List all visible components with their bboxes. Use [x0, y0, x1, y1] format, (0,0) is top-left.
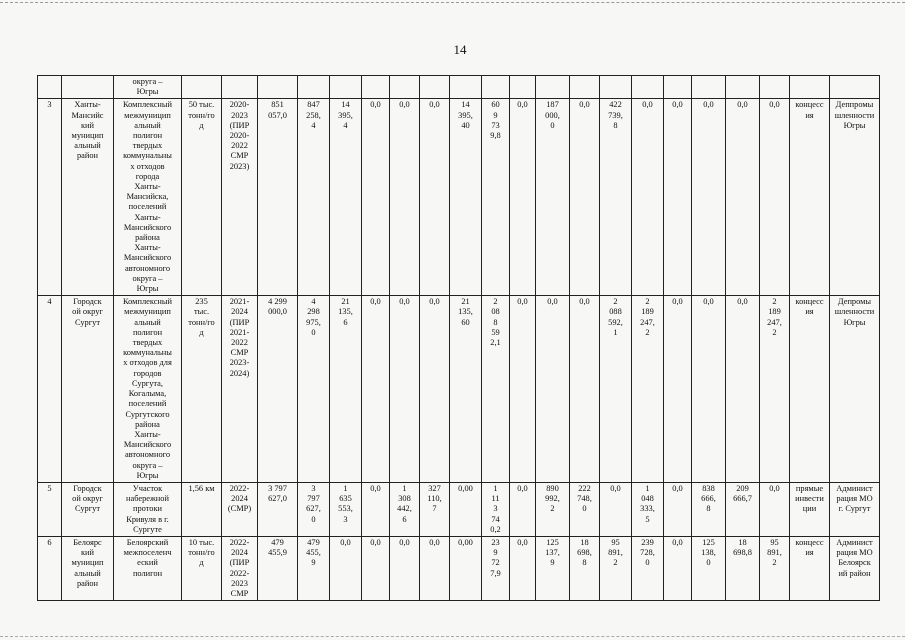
table-cell: Деппромы шленности Югры	[830, 99, 880, 296]
table-cell: концесс ия	[790, 296, 830, 483]
table-cell: 18 698, 8	[570, 536, 600, 600]
table-cell: 222 748, 0	[570, 482, 600, 536]
table-cell: 0,0	[664, 536, 692, 600]
table-row	[38, 536, 880, 600]
table-cell: 95 891, 2	[760, 536, 790, 600]
table-cell	[510, 76, 536, 99]
table-cell: 0,0	[760, 482, 790, 536]
table-cell: 0,0	[390, 536, 420, 600]
table-cell: 0,0	[664, 99, 692, 296]
page-number: 14	[453, 42, 467, 57]
table-cell: 0,0	[664, 482, 692, 536]
table-cell: 0,0	[510, 482, 536, 536]
table-cell	[330, 76, 362, 99]
table-cell: 890 992, 2	[536, 482, 570, 536]
table-cell: Белоярский межпоселенч еский полигон	[114, 536, 182, 600]
table-cell	[38, 76, 62, 99]
table-cell: 21 135, 60	[450, 296, 482, 483]
table-cell: Участок набережной протоки Кривуля в г. Сургуте	[114, 482, 182, 536]
table-cell: 50 тыс. тонн/го д	[182, 99, 222, 296]
scan-edge-bottom	[0, 636, 905, 637]
table-cell	[600, 76, 632, 99]
table-cell: 23 9 72 7,9	[482, 536, 510, 600]
table-cell: 0,0	[390, 99, 420, 296]
table-cell: 0,0	[570, 296, 600, 483]
table-cell: 14 395, 40	[450, 99, 482, 296]
table-cell: 479 455,9	[258, 536, 298, 600]
table-cell: 0,00	[450, 536, 482, 600]
table-cell: округа – Югры	[114, 76, 182, 99]
table-cell: 0,0	[726, 296, 760, 483]
table-cell: 0,0	[536, 296, 570, 483]
regional-waste-objects-table	[37, 75, 880, 601]
table-cell: Городск ой округ Сургут	[62, 482, 114, 536]
table-cell: 0,0	[362, 296, 390, 483]
table-row	[38, 296, 880, 483]
table-cell: 327 110, 7	[420, 482, 450, 536]
table-cell	[692, 76, 726, 99]
table-cell: 21 135, 6	[330, 296, 362, 483]
table-cell: Городск ой округ Сургут	[62, 296, 114, 483]
table-cell: 851 057,0	[258, 99, 298, 296]
table-cell: 187 000, 0	[536, 99, 570, 296]
table-cell: 1 635 553, 3	[330, 482, 362, 536]
table-cell: 2020- 2023 (ПИР 2020- 2022 СМР 2023)	[222, 99, 258, 296]
table-cell	[570, 76, 600, 99]
table-cell: 0,0	[362, 536, 390, 600]
table-cell	[298, 76, 330, 99]
table-cell	[482, 76, 510, 99]
table-cell	[362, 76, 390, 99]
table-cell: 0,0	[510, 99, 536, 296]
table-cell: 2 189 247, 2	[632, 296, 664, 483]
table-cell: 2022- 2024 (СМР)	[222, 482, 258, 536]
table-cell: 235 тыс. тонн/го д	[182, 296, 222, 483]
table-cell: 479 455, 9	[298, 536, 330, 600]
table-cell	[420, 76, 450, 99]
table-cell: 2 189 247, 2	[760, 296, 790, 483]
table-cell: 0,0	[760, 99, 790, 296]
table-cell: концесс ия	[790, 536, 830, 600]
table-cell: 3 797 627,0	[258, 482, 298, 536]
table-cell: 847 258, 4	[298, 99, 330, 296]
table-cell: 4 299 000,0	[258, 296, 298, 483]
table-cell: Ханты- Мансийс кий муницип альный район	[62, 99, 114, 296]
table-cell: 0,0	[600, 482, 632, 536]
table-cell	[632, 76, 664, 99]
table-cell: Белоярс кий муницип альный район	[62, 536, 114, 600]
table-cell: 0,0	[330, 536, 362, 600]
table-cell: концесс ия	[790, 99, 830, 296]
table-cell	[664, 76, 692, 99]
table-cell	[450, 76, 482, 99]
table-cell: Админист рация МО Белоярск ий район	[830, 536, 880, 600]
table-cell: 6	[38, 536, 62, 600]
table-cell: 0,0	[420, 536, 450, 600]
table-cell	[182, 76, 222, 99]
table-cell	[536, 76, 570, 99]
table-cell	[830, 76, 880, 99]
table-cell: 14 395, 4	[330, 99, 362, 296]
table-cell: 1 048 333, 5	[632, 482, 664, 536]
table-cell: 0,0	[692, 296, 726, 483]
table-cell: 0,0	[390, 296, 420, 483]
table-cell: 838 666, 8	[692, 482, 726, 536]
table-cell: 1 308 442, 6	[390, 482, 420, 536]
table-cell: 10 тыс. тонн/го д	[182, 536, 222, 600]
table-cell: 3 797 627, 0	[298, 482, 330, 536]
table-cell: 0,0	[726, 99, 760, 296]
table-cell: 0,0	[570, 99, 600, 296]
table-cell	[790, 76, 830, 99]
table-cell: 3	[38, 99, 62, 296]
table-cell: 0,0	[510, 536, 536, 600]
table-cell: 209 666,7	[726, 482, 760, 536]
table-cell: 60 9 73 9,8	[482, 99, 510, 296]
table-cell: 125 138, 0	[692, 536, 726, 600]
table-cell: 95 891, 2	[600, 536, 632, 600]
table-cell	[258, 76, 298, 99]
table-cell: 18 698,8	[726, 536, 760, 600]
table-cell	[222, 76, 258, 99]
table-cell: 1 11 3 74 0,2	[482, 482, 510, 536]
scan-edge-top	[0, 2, 905, 3]
table-cell: 2 08 8 59 2,1	[482, 296, 510, 483]
table-cell: 422 739, 8	[600, 99, 632, 296]
table-cell: 0,00	[450, 482, 482, 536]
table-cell: Комплексный межмуницип альный полигон твердых коммунальны х отходов города Ханты- Мансийска, поселений Ханты- Мансийского района Ханты- Мансийского автономного округа – Югры	[114, 99, 182, 296]
table-cell: 0,0	[632, 99, 664, 296]
table-cell: 0,0	[664, 296, 692, 483]
table-cell: Комплексный межмуницип альный полигон твердых коммунальны х отходов для городов Сургута, Когалыма, поселений Сургутского района Ханты- Мансийского автономного округа – Югры	[114, 296, 182, 483]
table-cell: 2 088 592, 1	[600, 296, 632, 483]
table-cell	[760, 76, 790, 99]
table-cell: 0,0	[420, 99, 450, 296]
table-cell: 0,0	[362, 482, 390, 536]
table-cell: Депромы шленности Югры	[830, 296, 880, 483]
table-cell: 239 728, 0	[632, 536, 664, 600]
table-row	[38, 99, 880, 296]
table-row	[38, 482, 880, 536]
table-cell	[390, 76, 420, 99]
table-cell: прямые инвести ции	[790, 482, 830, 536]
table-cell: 0,0	[362, 99, 390, 296]
table-cell: 4 298 975, 0	[298, 296, 330, 483]
table-cell: 5	[38, 482, 62, 536]
table-cell	[62, 76, 114, 99]
table-cell: 2022- 2024 (ПИР 2022- 2023 СМР	[222, 536, 258, 600]
table-cell: 2021- 2024 (ПИР 2021- 2022 СМР 2023- 2024)	[222, 296, 258, 483]
table-cell	[726, 76, 760, 99]
table-cell: 1,56 км	[182, 482, 222, 536]
table-cell: 125 137, 9	[536, 536, 570, 600]
table-cell: 0,0	[510, 296, 536, 483]
table-cell: 0,0	[420, 296, 450, 483]
table-cell: Админист рация МО г. Сургут	[830, 482, 880, 536]
table-cell: 0,0	[692, 99, 726, 296]
table-row	[38, 76, 880, 99]
table-cell: 4	[38, 296, 62, 483]
